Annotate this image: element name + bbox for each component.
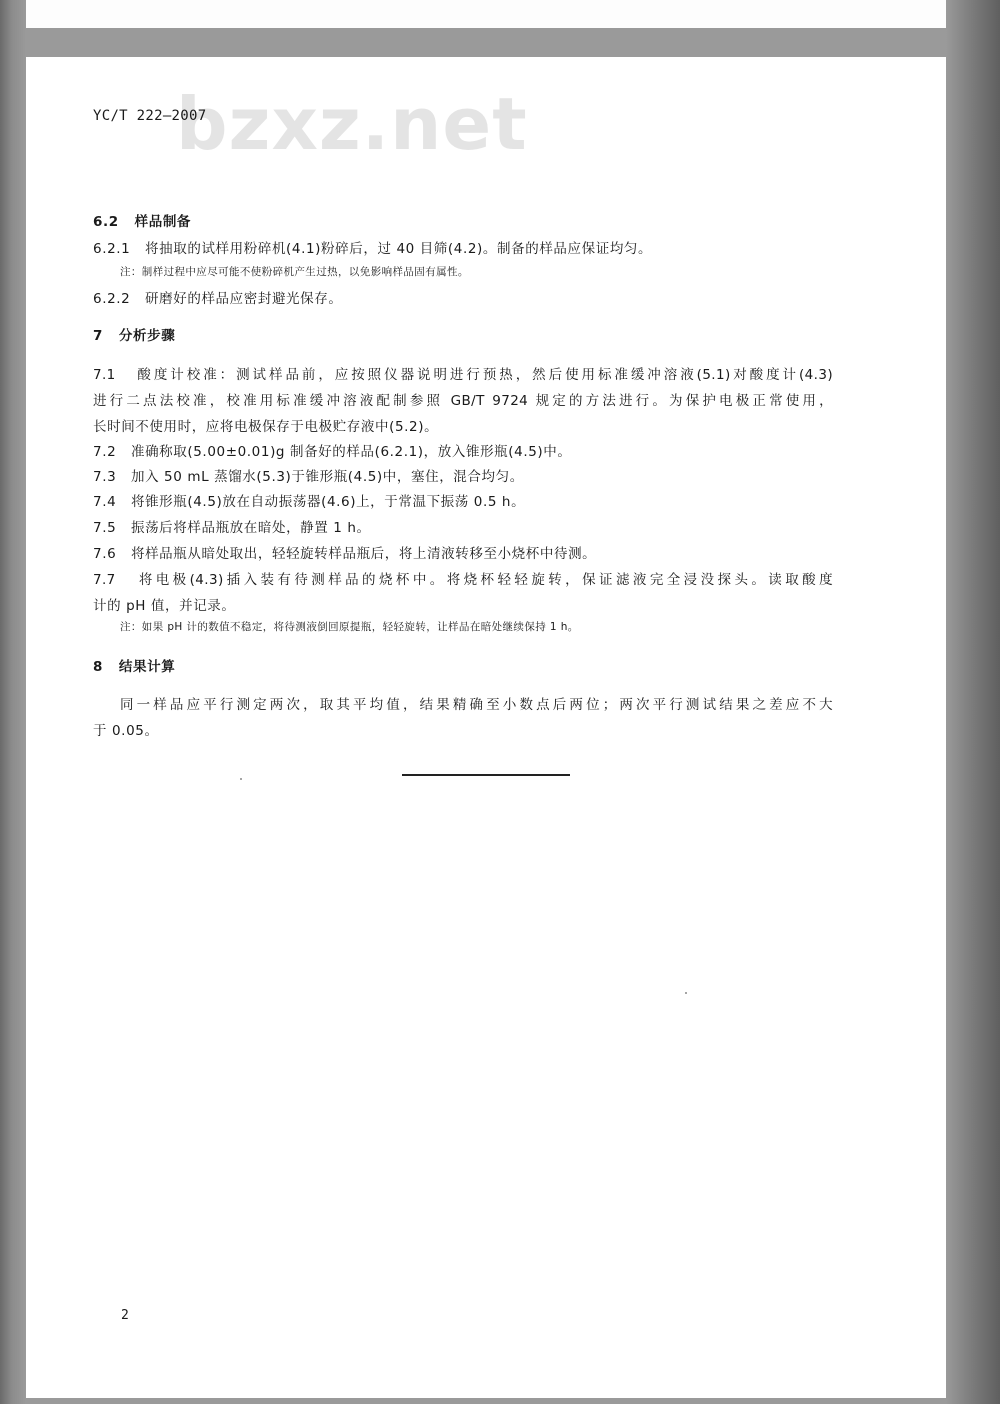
clause-number: 7.5 bbox=[93, 520, 117, 536]
document-code: YC/T 222—2007 bbox=[93, 108, 207, 124]
clause-7-6 bbox=[93, 542, 596, 562]
clause-text: 准确称取(5.00±0.01)g 制备好的样品(6.2.1)，放入锥形瓶(4.5)中。 bbox=[130, 444, 572, 460]
clause-text: 将样品瓶从暗处取出，轻轻旋转样品瓶后，将上清液转移至小烧杯中待测。 bbox=[130, 546, 597, 562]
clause-number: 6.2.2 bbox=[93, 291, 131, 307]
document-page bbox=[26, 57, 946, 1398]
watermark: bzxz.net bbox=[176, 82, 528, 166]
clause-text: 加入 50 mL 蒸馏水(5.3)于锥形瓶(4.5)中，塞住，混合均匀。 bbox=[130, 469, 524, 485]
clause-7-1-line-2: 进行二点法校准，校准用标准缓冲溶液配制参照 GB/T 9724 规定的方法进行。为保护电极正常使用， bbox=[93, 393, 833, 409]
clause-text: 将抽取的试样用粉碎机(4.1)粉碎后，过 40 目筛(4.2)。制备的样品应保证均匀。 bbox=[145, 241, 653, 257]
clause-number: 7.3 bbox=[93, 469, 117, 485]
section-number: 7 bbox=[93, 328, 103, 344]
clause-text: 振荡后将样品瓶放在暗处，静置 1 h。 bbox=[130, 520, 371, 536]
clause-number: 7.4 bbox=[93, 494, 117, 510]
heading-7 bbox=[93, 324, 175, 344]
end-rule bbox=[402, 774, 570, 776]
clause-7-7-line-1 bbox=[93, 568, 833, 588]
clause-text: 研磨好的样品应密封避光保存。 bbox=[145, 291, 343, 307]
clause-number: 7.1 bbox=[93, 367, 116, 383]
clause-7-4 bbox=[93, 490, 525, 510]
clause-number: 7.2 bbox=[93, 444, 117, 460]
section-title: 分析步骤 bbox=[118, 328, 176, 344]
clause-text: 将电极(4.3)插入装有待测样品的烧杯中。将烧杯轻轻旋转，保证滤液完全浸没探头。读取酸度 bbox=[138, 572, 833, 588]
section-number: 6.2 bbox=[93, 214, 119, 230]
clause-7-2 bbox=[93, 440, 571, 460]
heading-6-2 bbox=[93, 210, 191, 230]
section-title: 结果计算 bbox=[118, 659, 176, 675]
clause-7-5 bbox=[93, 516, 371, 536]
clause-6-2-1 bbox=[93, 237, 652, 257]
section-8-paragraph-line-2: 于 0.05。 bbox=[93, 723, 159, 739]
clause-number: 6.2.1 bbox=[93, 241, 131, 257]
note-7-7: 注：如果 pH 计的数值不稳定，将待测液倒回原提瓶，轻轻旋转，让样品在暗处继续保持 1 h。 bbox=[120, 621, 579, 633]
scan-speck bbox=[240, 778, 242, 780]
section-8-paragraph-line-1: 同一样品应平行测定两次，取其平均值，结果精确至小数点后两位；两次平行测试结果之差应不大 bbox=[120, 697, 833, 713]
heading-8 bbox=[93, 655, 175, 675]
clause-7-7-line-2: 计的 pH 值，并记录。 bbox=[93, 598, 236, 614]
clause-number: 7.7 bbox=[93, 572, 116, 588]
scan-speck bbox=[685, 992, 687, 994]
clause-7-3 bbox=[93, 465, 524, 485]
section-title: 样品制备 bbox=[134, 214, 192, 230]
page-number: 2 bbox=[121, 1308, 129, 1323]
clause-7-1-line-1 bbox=[93, 363, 833, 383]
section-number: 8 bbox=[93, 659, 103, 675]
clause-text: 将锥形瓶(4.5)放在自动振荡器(4.6)上，于常温下振荡 0.5 h。 bbox=[130, 494, 526, 510]
clause-number: 7.6 bbox=[93, 546, 117, 562]
clause-6-2-2 bbox=[93, 287, 342, 307]
previous-page-edge bbox=[26, 0, 946, 28]
note-6-2-1: 注：制样过程中应尽可能不使粉碎机产生过热，以免影响样品固有属性。 bbox=[120, 266, 469, 278]
clause-text: 酸度计校准：测试样品前，应按照仪器说明进行预热，然后使用标准缓冲溶液(5.1)对酸度计(4.3) bbox=[137, 367, 833, 383]
clause-7-1-line-3: 长时间不使用时，应将电极保存于电极贮存液中(5.2)。 bbox=[93, 419, 439, 435]
